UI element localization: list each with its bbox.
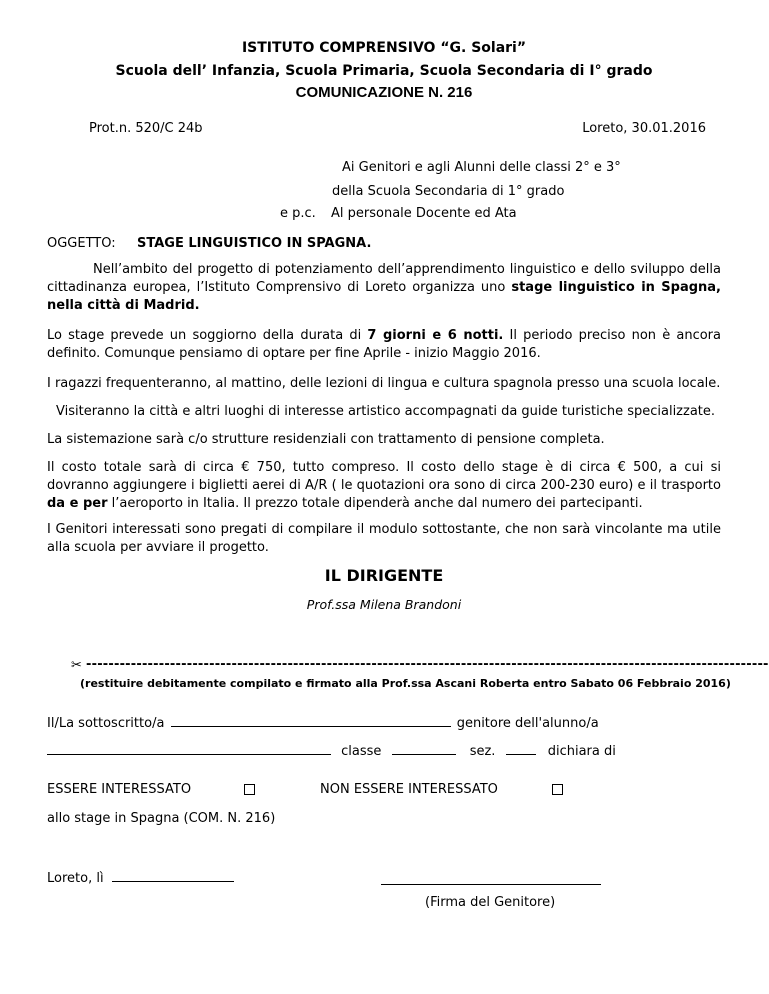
- signature-name: Prof.ssa Milena Brandoni: [306, 597, 462, 612]
- undersigned-name-field[interactable]: [171, 726, 451, 727]
- paragraph-7: I Genitori interessati sono pregati di compilare il modulo sottostante, che non sarà vincolante ma utile alla scuola per avviare il progetto.: [47, 522, 721, 555]
- scissors-icon: ✂: [71, 658, 82, 673]
- cut-line: --------------------------------------------------------------------------------------------------------------------------: [86, 657, 769, 672]
- signature-title: IL DIRIGENTE: [324, 566, 444, 585]
- return-note: (restituire debitamente compilato e firmato alla Prof.ssa Ascani Roberta entro Sabato 06 Febbraio 2016): [80, 677, 731, 690]
- recipients-line-3: Al personale Docente ed Ata: [331, 206, 517, 221]
- subject-label: OGGETTO:: [47, 236, 116, 251]
- interested-label: ESSERE INTERESSATO: [47, 782, 192, 797]
- recipients-line-2: della Scuola Secondaria di 1° grado: [332, 184, 565, 199]
- protocol-number: Prot.n. 520/C 24b: [89, 121, 203, 136]
- form-line-2: [47, 744, 616, 759]
- parent-of-label: genitore dell'alunno/a: [456, 716, 599, 731]
- paragraph-6: Il costo totale sarà di circa € 750, tutto compreso. Il costo dello stage è di circa € 500, a cui si dovranno aggiungere i biglietti aerei di A/R ( le quotazioni ora sono di circa 200-230 euro) e il trasporto da e per l’aeroporto in Italia. Il prezzo totale dipenderà anche dal numero dei partecipanti.: [47, 460, 721, 511]
- class-field[interactable]: [392, 754, 456, 755]
- interested-checkbox[interactable]: [244, 784, 255, 795]
- declares-label: dichiara di: [547, 744, 616, 759]
- school-types: Scuola dell’ Infanzia, Scuola Primaria, Scuola Secondaria di I° grado: [115, 63, 653, 79]
- date-field[interactable]: [112, 881, 234, 882]
- parent-signature-field[interactable]: [381, 884, 601, 885]
- paragraph-5: La sistemazione sarà c/o strutture residenziali con trattamento di pensione completa.: [47, 432, 605, 447]
- form-line-1: [47, 716, 599, 731]
- cc-label: e p.c.: [280, 206, 316, 221]
- not-interested-label: NON ESSERE INTERESSATO: [320, 782, 498, 797]
- recipients-line-1: Ai Genitori e agli Alunni delle classi 2° e 3°: [342, 160, 621, 175]
- parent-signature-label: (Firma del Genitore): [425, 895, 556, 910]
- paragraph-3: I ragazzi frequenteranno, al mattino, delle lezioni di lingua e cultura spagnola presso una scuola locale.: [47, 376, 721, 391]
- communication-number: COMUNICAZIONE N. 216: [295, 84, 473, 101]
- paragraph-1: Nell’ambito del progetto di potenziamento dell’apprendimento linguistico e dello sviluppo della cittadinanza europea, l’Istituto Comprensivo di Loreto organizza uno stage linguistico in Spagna, nella città di Madrid.: [47, 262, 721, 313]
- place-date: Loreto, 30.01.2016: [582, 121, 706, 136]
- section-field[interactable]: [506, 754, 536, 755]
- not-interested-checkbox[interactable]: [552, 784, 563, 795]
- institute-name: ISTITUTO COMPRENSIVO “G. Solari”: [241, 40, 527, 56]
- student-name-field[interactable]: [47, 754, 331, 755]
- paragraph-4: Visiteranno la città e altri luoghi di interesse artistico accompagnati da guide turistiche specializzate.: [56, 404, 716, 419]
- undersigned-label: Il/La sottoscritto/a: [47, 716, 165, 731]
- place-date-line: [47, 871, 234, 886]
- section-label: sez.: [469, 744, 496, 759]
- class-label: classe: [341, 744, 382, 759]
- subject-text: STAGE LINGUISTICO IN SPAGNA.: [137, 236, 372, 251]
- place-label: Loreto, lì: [47, 871, 104, 886]
- stage-reference: allo stage in Spagna (COM. N. 216): [47, 811, 276, 826]
- paragraph-2: Lo stage prevede un soggiorno della durata di 7 giorni e 6 notti. Il periodo preciso non è ancora definito. Comunque pensiamo di optare per fine Aprile - inizio Maggio 2016.: [47, 328, 721, 361]
